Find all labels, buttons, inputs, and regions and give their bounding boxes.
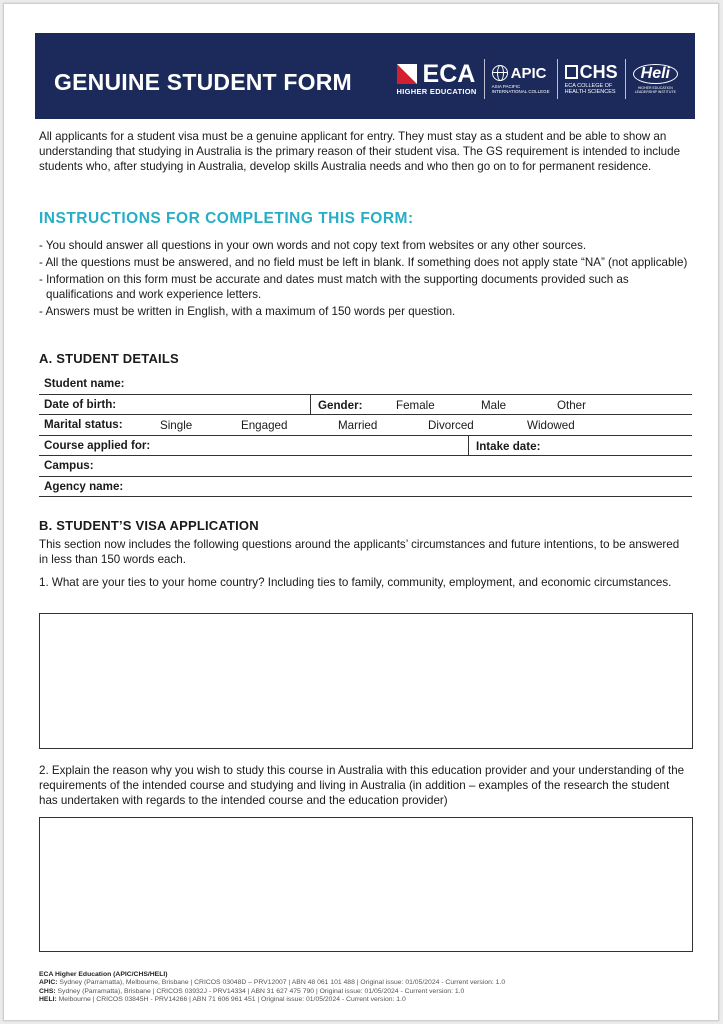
intake-date-label[interactable]: Intake date:	[476, 439, 541, 453]
marital-option-engaged[interactable]: Engaged	[241, 419, 288, 432]
heli-logo-sub2: LEADERSHIP INSTITUTE	[634, 90, 676, 94]
divider	[468, 436, 469, 456]
instruction-item: - Information on this form must be accurate and dates must match with the supporting documents provided such as qualifications and work experience letters.	[39, 273, 629, 302]
section-b-intro: This section now includes the following questions around the applicants’ circumstances and future intentions, to be answered in less than 150 words each.	[39, 538, 680, 567]
globe-icon	[492, 65, 508, 81]
row-campus[interactable]	[39, 456, 692, 477]
instruction-item: - You should answer all questions in your own words and not copy text from websites or any other sources.	[39, 239, 587, 252]
dob-label: Date of birth:	[44, 397, 117, 411]
row-dob-gender	[39, 395, 692, 416]
footer	[39, 971, 505, 1005]
apic-logo-sub2: INTERNATIONAL COLLEGE	[491, 88, 550, 94]
row-marital-status	[39, 415, 692, 436]
section-b-title: B. STUDENT’S VISA APPLICATION	[39, 518, 259, 533]
footer-chs: Sydney (Parramatta), Brisbane | CRICOS 03932J - PRV14334 | ABN 31 627 475 790 | Original issue: 01/05/2024 - Current version: 1.0	[57, 987, 465, 995]
row-student-name[interactable]	[39, 374, 692, 395]
chs-mark-icon	[565, 65, 578, 79]
form-page	[3, 3, 719, 1021]
instruction-item: - All the questions must be answered, and no field must be left in blank. If something does not apply state “NA” (not applicable)	[39, 256, 688, 270]
answer-box-question-1[interactable]	[39, 613, 693, 749]
apic-logo-name: APIC	[510, 64, 547, 82]
chs-logo-name: CHS	[579, 61, 618, 82]
eca-mark-icon	[397, 64, 419, 84]
heli-logo-name: Heli	[633, 64, 678, 84]
marital-option-widowed[interactable]: Widowed	[527, 419, 575, 432]
footer-chs-label: CHS:	[39, 987, 56, 995]
eca-logo-sub: HIGHER EDUCATION	[396, 86, 477, 96]
apic-logo-sub1: ASIA PACIFIC	[491, 83, 521, 89]
campus-label: Campus:	[44, 459, 94, 473]
instruction-item: - Answers must be written in English, with a maximum of 150 words per question.	[39, 305, 456, 319]
footer-org: ECA Higher Education (APIC/CHS/HELI)	[39, 971, 168, 978]
marital-option-married[interactable]: Married	[338, 419, 378, 432]
chs-logo	[557, 59, 625, 99]
student-name-label: Student name:	[44, 377, 125, 391]
gender-option-female[interactable]: Female	[396, 398, 435, 412]
row-agency-name[interactable]	[39, 477, 692, 498]
answer-box-question-2[interactable]	[39, 817, 693, 952]
row-course-intake	[39, 436, 692, 457]
gender-option-male[interactable]: Male	[481, 398, 507, 412]
footer-apic: Sydney (Parramatta), Melbourne, Brisbane | CRICOS 03048D – PRV12007 | ABN 48 061 101 488 | Original issue: 01/05/2024 - Current version: 1.0	[59, 979, 506, 987]
marital-option-single[interactable]: Single	[160, 419, 193, 432]
gender-option-other[interactable]: Other	[557, 398, 586, 412]
footer-heli: Melbourne | CRICOS 03845H - PRV14266 | ABN 71 606 961 451 | Original issue: 01/05/2024 - Current version: 1.0	[58, 996, 406, 1004]
heli-logo	[625, 59, 685, 99]
eca-logo	[390, 59, 484, 99]
footer-heli-label: HELI:	[39, 996, 57, 1004]
marital-option-divorced[interactable]: Divorced	[428, 419, 474, 432]
question-2: 2. Explain the reason why you wish to study this course in Australia with this education provider and your understanding of the requirements of the intended course and studying and living in Australia (in addition – examples of the research the student has undertaken with regards to the intended course and the education provider)	[39, 764, 685, 808]
header-banner	[35, 33, 695, 119]
logo-strip	[390, 59, 685, 99]
chs-logo-sub2: HEALTH SCIENCES	[564, 88, 616, 95]
intro-paragraph: All applicants for a student visa must be a genuine applicant for entry. They must stay as a student and be able to show an understanding that studying in Australia is the primary reason of their student visa. The GS requirement is intended to include students who, after studying in Australia, develop skills Australia needs and who then go on to for permanent residence.	[39, 130, 681, 174]
chs-logo-sub1: ECA COLLEGE OF	[564, 82, 613, 89]
question-1: 1. What are your ties to your home country? Including ties to family, community, employment, and economic circumstances.	[39, 576, 672, 589]
gender-label: Gender:	[318, 398, 363, 412]
agency-name-label: Agency name:	[44, 479, 124, 493]
marital-status-label: Marital status:	[44, 418, 123, 432]
instructions-title: INSTRUCTIONS FOR COMPLETING THIS FORM:	[39, 210, 414, 227]
footer-apic-label: APIC:	[39, 979, 58, 987]
eca-logo-name: ECA	[422, 59, 476, 88]
divider	[310, 395, 311, 415]
student-details-table	[39, 374, 692, 497]
instructions-list	[39, 238, 689, 321]
apic-logo	[484, 59, 557, 99]
section-a-title: A. STUDENT DETAILS	[39, 351, 179, 366]
heli-logo-sub1: HIGHER EDUCATION	[637, 86, 673, 90]
course-applied-label[interactable]: Course applied for:	[44, 438, 151, 452]
page-title: GENUINE STUDENT FORM	[54, 69, 352, 95]
